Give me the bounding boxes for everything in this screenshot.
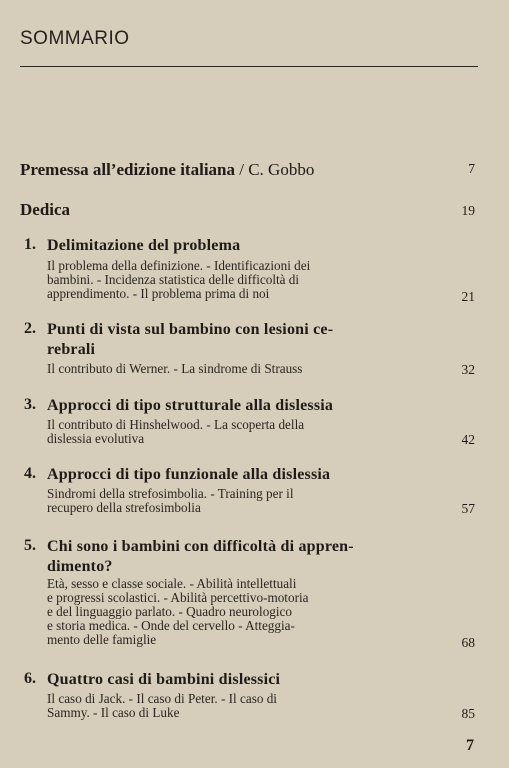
title-line: dimento? (47, 558, 113, 575)
description-line: recupero della strefosimbolia (47, 500, 201, 515)
chapter-description (47, 362, 427, 376)
chapter-description (47, 418, 427, 446)
page-number: 32 (461, 362, 475, 377)
title-line: rebrali (47, 341, 96, 358)
chapter-description (47, 577, 427, 647)
chapter-description (47, 487, 427, 515)
title-line: Chi sono i bambini con difficoltà di appren- (47, 538, 354, 555)
description-line: e storia medica. - Onde del cervello - Atteggia- (47, 618, 295, 633)
chapter-number: 3. (24, 396, 36, 413)
chapter-description (47, 692, 427, 720)
chapter-title: Approcci di tipo strutturale alla dislessia (47, 397, 334, 414)
page-number: 68 (461, 635, 475, 650)
description-line: Il caso di Jack. - Il caso di Peter. - Il caso di (47, 691, 277, 706)
heading-rule (20, 66, 478, 67)
chapter-number: 2. (24, 320, 36, 337)
description-line: Sammy. - Il caso di Luke (47, 705, 180, 720)
description-line: Il contributo di Hinshelwood. - La scoperta della (47, 417, 305, 432)
description-line: Età, sesso e classe sociale. - Abilità intellettuali (47, 576, 297, 591)
description-line: Il contributo di Werner. - La sindrome di Strauss (47, 361, 303, 376)
front-entry-premessa (20, 160, 314, 180)
page-heading: SOMMARIO (20, 28, 130, 49)
chapter-description (47, 259, 427, 301)
page-number: 57 (461, 501, 475, 516)
page-number: 19 (461, 203, 475, 218)
front-entry-dedica (20, 200, 70, 220)
folio-page-number: 7 (466, 737, 474, 754)
description-line: apprendimento. - Il problema prima di noi (47, 286, 270, 301)
chapter-title (47, 537, 437, 577)
description-line: bambini. - Incidenza statistica delle difficoltà di (47, 272, 300, 287)
chapter-title: Quattro casi di bambini dislessici (47, 671, 281, 688)
description-line: mento delle famiglie (47, 632, 157, 647)
title-line: Punti di vista sul bambino con lesioni ce- (47, 321, 334, 338)
description-line: e progressi scolastici. - Abilità percettivo-motoria (47, 590, 309, 605)
entry-title: Dedica (20, 200, 71, 219)
chapter-title (47, 320, 437, 360)
chapter-number: 4. (24, 465, 36, 482)
page-number: 21 (461, 289, 475, 304)
page-number: 7 (468, 161, 475, 176)
description-line: Il problema della definizione. - Identificazioni dei (47, 258, 311, 273)
description-line: Sindromi della strefosimbolia. - Training per il (47, 486, 294, 501)
entry-title: Premessa all’edizione italiana (20, 160, 235, 179)
chapter-number: 1. (24, 236, 36, 253)
chapter-number: 5. (24, 537, 36, 554)
entry-author: / C. Gobbo (235, 160, 315, 179)
chapter-title: Approcci di tipo funzionale alla dislessia (47, 466, 331, 483)
chapter-title: Delimitazione del problema (47, 237, 241, 254)
description-line: dislessia evolutiva (47, 431, 145, 446)
page-number: 85 (461, 706, 475, 721)
description-line: e del linguaggio parlato. - Quadro neurologico (47, 604, 292, 619)
page-number: 42 (461, 432, 475, 447)
chapter-number: 6. (24, 670, 36, 687)
